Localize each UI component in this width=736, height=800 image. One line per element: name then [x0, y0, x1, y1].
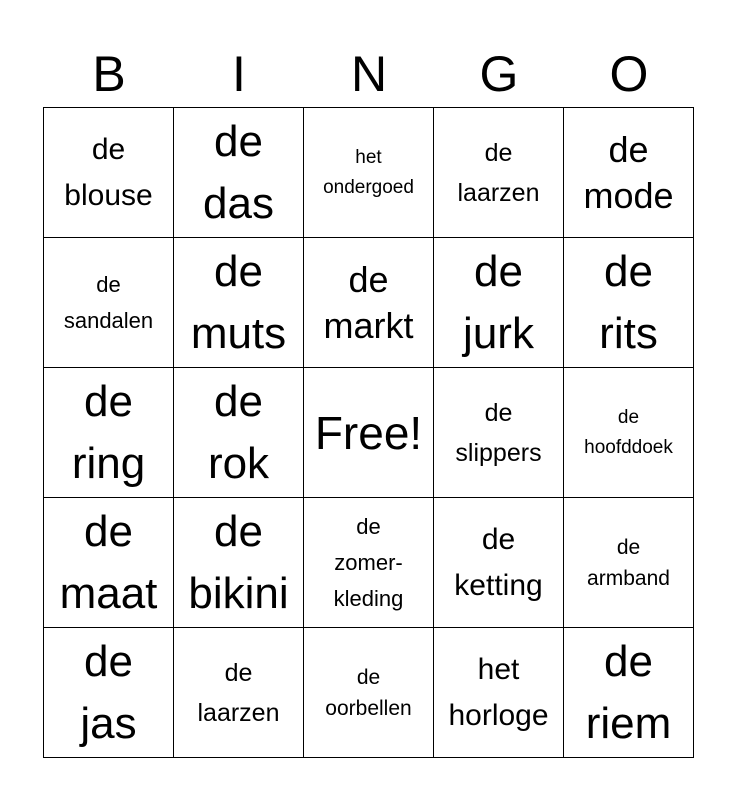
bingo-cell[interactable] — [564, 498, 694, 628]
bingo-cell[interactable] — [564, 108, 694, 238]
bingo-cell[interactable] — [44, 238, 174, 368]
cell-line: de — [224, 658, 253, 687]
cell-line: zomer- — [334, 549, 403, 575]
bingo-cell[interactable] — [174, 498, 304, 628]
cell-line: sandalen — [63, 307, 154, 333]
bingo-cell[interactable] — [304, 238, 434, 368]
bingo-cell[interactable] — [44, 498, 174, 628]
bingo-cell[interactable] — [434, 238, 564, 368]
free-space-cell[interactable] — [304, 368, 434, 498]
cell-line: laarzen — [457, 178, 540, 207]
cell-line: blouse — [64, 178, 153, 212]
cell-line: de — [616, 535, 641, 559]
cell-line: de — [604, 246, 653, 296]
cell-line: hoofddoek — [584, 436, 673, 458]
cell-line: jurk — [463, 308, 534, 358]
cell-line: slippers — [455, 438, 542, 467]
cell-line: das — [203, 178, 274, 228]
cell-line: ring — [71, 438, 146, 488]
bingo-cell[interactable] — [564, 368, 694, 498]
cell-line: rits — [599, 308, 658, 358]
header-letter-o: O — [609, 46, 649, 102]
bingo-cell[interactable] — [564, 628, 694, 758]
cell-line: de — [91, 132, 126, 166]
cell-line: de — [214, 506, 263, 556]
cell-line: de — [484, 398, 513, 427]
cell-line: ondergoed — [323, 176, 414, 198]
header-letter-g: G — [479, 46, 519, 102]
bingo-cell[interactable] — [174, 108, 304, 238]
cell-line: de — [96, 271, 121, 297]
bingo-cell[interactable] — [434, 108, 564, 238]
cell-line: de — [474, 246, 523, 296]
bingo-cell[interactable] — [174, 628, 304, 758]
cell-line: jas — [80, 698, 137, 748]
cell-line: de — [84, 636, 133, 686]
header-letter-b: B — [92, 46, 126, 102]
cell-line: de — [608, 128, 649, 170]
bingo-cell[interactable] — [304, 108, 434, 238]
header-letter-i: I — [232, 46, 246, 102]
bingo-cell[interactable] — [304, 498, 434, 628]
cell-line: de — [214, 246, 263, 296]
cell-line: rok — [207, 438, 270, 488]
cell-line: de — [214, 376, 263, 426]
cell-line: de — [356, 513, 381, 539]
bingo-card-grid — [43, 107, 694, 758]
cell-line: ketting — [454, 568, 543, 602]
cell-line: het — [477, 652, 520, 686]
bingo-cell[interactable] — [434, 498, 564, 628]
bingo-cell[interactable] — [564, 238, 694, 368]
cell-line: de — [604, 636, 653, 686]
bingo-cell[interactable] — [304, 628, 434, 758]
cell-line: maat — [59, 568, 158, 618]
cell-line: oorbellen — [325, 696, 412, 720]
cell-line: de — [484, 138, 513, 167]
cell-line: de — [348, 258, 389, 300]
bingo-cell[interactable] — [434, 628, 564, 758]
bingo-cell[interactable] — [434, 368, 564, 498]
bingo-cell[interactable] — [174, 368, 304, 498]
cell-line: de — [84, 376, 133, 426]
header-letter-n: N — [350, 46, 388, 102]
cell-line: laarzen — [197, 698, 280, 727]
cell-line: de — [481, 522, 516, 556]
cell-line: het — [355, 146, 382, 168]
cell-line: kleding — [333, 585, 404, 611]
free-space-label: Free! — [314, 406, 423, 459]
bingo-cell[interactable] — [44, 108, 174, 238]
bingo-cell[interactable] — [44, 628, 174, 758]
cell-line: de — [617, 406, 640, 428]
cell-line: mode — [583, 174, 674, 216]
bingo-cell[interactable] — [44, 368, 174, 498]
cell-line: muts — [190, 308, 287, 358]
cell-line: armband — [587, 566, 670, 590]
cell-line: de — [356, 665, 381, 689]
cell-line: de — [214, 116, 263, 166]
bingo-cell[interactable] — [174, 238, 304, 368]
cell-line: bikini — [188, 568, 289, 618]
cell-line: horloge — [448, 698, 549, 732]
cell-line: markt — [323, 304, 414, 346]
bingo-header — [44, 40, 694, 108]
cell-line: de — [84, 506, 133, 556]
cell-line: riem — [585, 698, 672, 748]
